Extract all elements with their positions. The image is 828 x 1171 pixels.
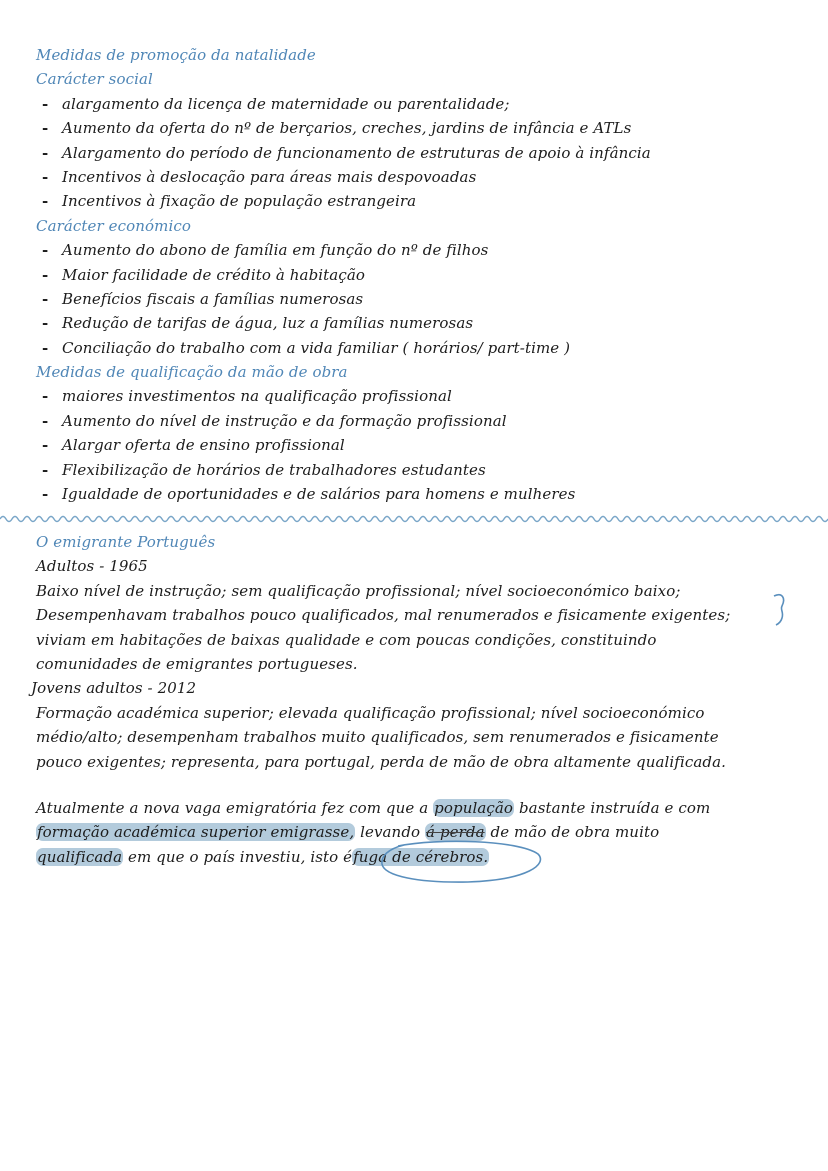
list-item: - Alargar oferta de ensino profissional xyxy=(0,433,828,457)
text-line: qualificada em que o país investiu, isto éfuga de cérebros. xyxy=(37,847,489,866)
list-item: - Incentivos à fixação de população estrangeira xyxy=(0,189,828,213)
highlight: qualificada xyxy=(37,847,123,866)
dash-icon: - xyxy=(42,460,49,479)
dash-icon: - xyxy=(42,387,49,406)
list-item: - Maior facilidade de crédito à habitação xyxy=(0,263,828,287)
wavy-divider xyxy=(0,512,828,526)
dash-icon: - xyxy=(42,143,49,162)
dash-icon: - xyxy=(42,94,49,113)
dash-icon: - xyxy=(42,484,49,503)
list-item: - alargamento da licença de maternidade ou parentalidade; xyxy=(0,92,828,116)
list-item: - Aumento da oferta do nº de berçarios, creches, jardins de infância e ATLs xyxy=(0,116,828,140)
circle-annotation xyxy=(378,840,544,884)
text-line: comunidades de emigrantes portugueses. xyxy=(36,654,358,673)
text-line: Atualmente a nova vaga emigratória fez com que a população bastante instruída e com xyxy=(36,799,711,817)
dash-icon: - xyxy=(42,314,49,333)
list-item: - Conciliação do trabalho com a vida familiar ( horários/ part-time ) xyxy=(0,336,828,360)
list-item: - Igualdade de oportunidades e de salários para homens e mulheres xyxy=(0,482,828,506)
dash-icon: - xyxy=(42,265,49,284)
list-item: - Benefícios fiscais a famílias numerosas xyxy=(0,287,828,311)
section-title-emigrant: O emigrante Português xyxy=(36,533,216,551)
workforce-section xyxy=(0,360,828,506)
natality-measures-section xyxy=(0,43,828,360)
list-item: - Incentivos à deslocação para áreas mais despovoadas xyxy=(0,165,828,189)
list-item: - Aumento do abono de família em função do nº de filhos xyxy=(0,238,828,262)
dash-icon: - xyxy=(42,241,49,260)
dash-icon: - xyxy=(42,192,49,211)
emigrant-section xyxy=(0,530,828,774)
highlight: formação académica superior emigrasse, xyxy=(37,823,355,842)
adults-heading: Adultos - 1965 xyxy=(36,557,148,576)
text-line: médio/alto; desempenham trabalhos muito qualificados, sem renumerados e fisicamente xyxy=(36,728,719,747)
dash-icon: - xyxy=(42,289,49,308)
list-item: - maiores investimentos na qualificação profissional xyxy=(0,384,828,408)
dash-icon: - xyxy=(42,338,49,357)
text-line: Desempenhavam trabalhos pouco qualificados, mal renumerados e fisicamente exigentes; xyxy=(36,606,731,625)
bracket-annotation xyxy=(772,592,790,626)
highlight: população xyxy=(434,799,514,817)
highlight: fuga de cérebros. xyxy=(353,847,489,866)
list-item: - Aumento do nível de instrução e da formação profissional xyxy=(0,409,828,433)
economic-heading: Carácter económico xyxy=(36,216,192,235)
section-title-natality: Medidas de promoção da natalidade xyxy=(36,46,316,64)
strikethrough-text: á perda xyxy=(426,823,485,842)
young-adults-heading: Jovens adultos - 2012 xyxy=(31,679,197,698)
social-heading: Carácter social xyxy=(36,70,153,89)
text-line: Formação académica superior; elevada qualificação profissional; nível socioeconómico xyxy=(36,703,705,722)
dash-icon: - xyxy=(42,436,49,455)
dash-icon: - xyxy=(42,119,49,138)
section-title-workforce: Medidas de qualificação da mão de obra xyxy=(36,363,348,381)
text-line: pouco exigentes; representa, para portugal, perda de mão de obra altamente qualificada. xyxy=(36,752,727,771)
dash-icon: - xyxy=(42,411,49,430)
list-item: - Alargamento do período de funcionamento de estruturas de apoio à infância xyxy=(0,141,828,165)
text-line: formação académica superior emigrasse, levando á perda de mão de obra muito xyxy=(37,823,660,842)
text-line: viviam em habitações de baixas qualidade e com poucas condições, constituindo xyxy=(36,630,657,649)
text-line: Baixo nível de instrução; sem qualificação profissional; nível socioeconómico baixo; xyxy=(36,581,681,600)
list-item: - Flexibilização de horários de trabalhadores estudantes xyxy=(0,458,828,482)
list-item: - Redução de tarifas de água, luz a famílias numerosas xyxy=(0,311,828,335)
dash-icon: - xyxy=(42,167,49,186)
